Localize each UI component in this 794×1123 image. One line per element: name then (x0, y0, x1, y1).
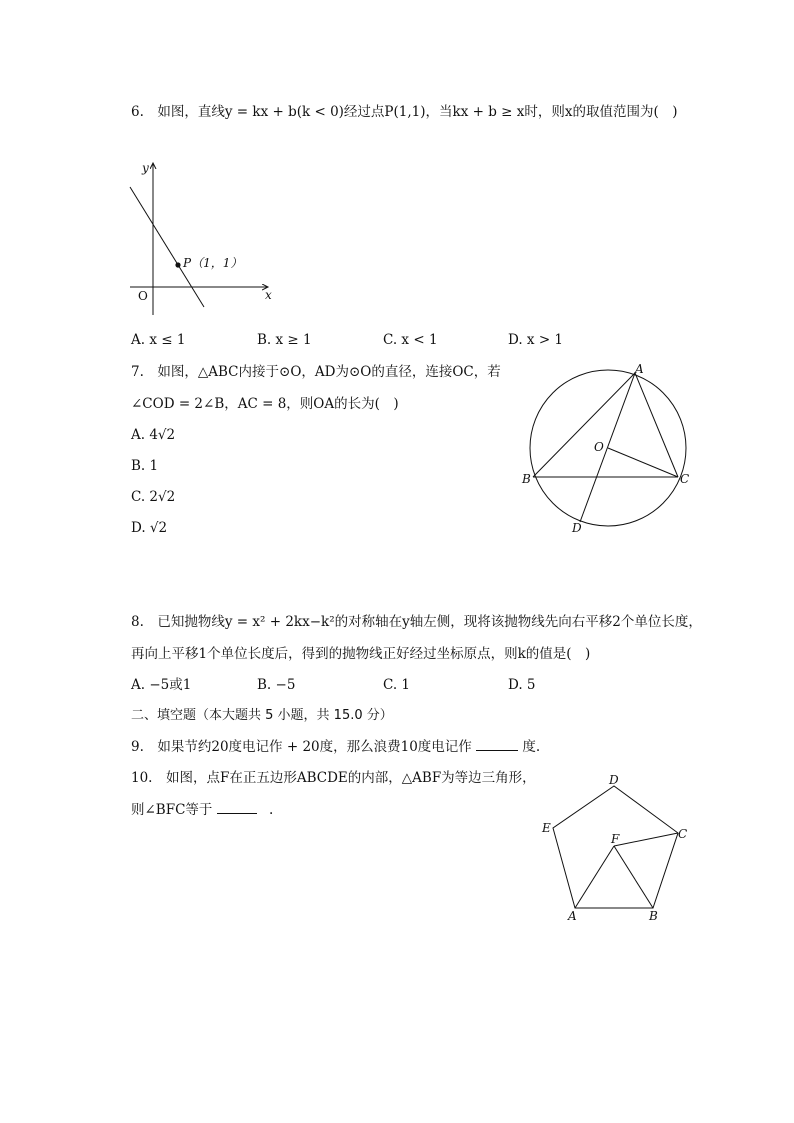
q7-stem-line1: 7. 如图，△ABC内接于⊙O，AD为⊙O的直径，连接OC，若 (131, 364, 501, 380)
q8-option-a: A. −5或1 (131, 677, 192, 693)
label-f: F (611, 832, 620, 846)
q10-answer-blank[interactable] (217, 801, 257, 814)
q6-graph (120, 157, 280, 317)
q10-pentagon-figure (535, 768, 705, 928)
y-axis-label: y (142, 161, 149, 175)
q9-answer-blank[interactable] (476, 738, 518, 751)
label-b: B (522, 472, 531, 486)
q7-circle-figure (515, 360, 705, 540)
q8-option-b: B. −5 (257, 677, 296, 693)
point-p-label: P（1，1） (183, 256, 243, 270)
q6-option-a: A. x ≤ 1 (131, 332, 186, 348)
q9-stem (131, 738, 540, 756)
label-d: D (609, 773, 619, 787)
segment-ab (533, 373, 635, 477)
label-c: C (678, 827, 688, 841)
q8-stem-line2: 再向上平移1个单位长度后，得到的抛物线正好经过坐标原点，则k的值是( ) (131, 646, 591, 662)
q6-option-b: B. x ≥ 1 (257, 332, 312, 348)
label-c: C (680, 472, 690, 486)
q6-stem: 6. 如图，直线y = kx + b(k < 0)经过点P(1,1)，当kx + b ≥ x时，则x的取值范围为( ) (131, 104, 678, 120)
q7-option-b: B. 1 (131, 458, 159, 474)
origin-label: O (138, 289, 148, 303)
q8-option-c: C. 1 (383, 677, 411, 693)
label-e: E (542, 821, 551, 835)
q9-text-before: 9. 如果节约20度电记作 + 20度，那么浪费10度电记作 (131, 739, 472, 755)
q9-text-after: 度. (522, 739, 541, 755)
label-d: D (572, 521, 582, 535)
q7-option-c: C. 2√2 (131, 489, 176, 505)
segment-af (575, 846, 614, 908)
segment-bf (614, 846, 653, 908)
q10-text-after: . (269, 802, 274, 818)
x-axis-label: x (265, 288, 272, 302)
label-b: B (649, 909, 658, 923)
diameter-ad (580, 373, 635, 522)
label-a: A (635, 362, 644, 376)
point-p (175, 262, 180, 267)
q6-option-d: D. x > 1 (508, 332, 564, 348)
section-heading: 二、填空题（本大题共 5 小题，共 15.0 分） (131, 708, 393, 723)
q7-option-d: D. √2 (131, 520, 168, 536)
q7-stem-line2: ∠COD = 2∠B，AC = 8，则OA的长为( ) (131, 396, 399, 412)
q8-stem-line1: 8. 已知抛物线y = x² + 2kx−k²的对称轴在y轴左侧，现将该抛物线先向右平移2个单位长度， (131, 614, 702, 630)
label-o: O (594, 440, 604, 454)
q10-stem-line1: 10. 如图，点F在正五边形ABCDE的内部，△ABF为等边三角形， (131, 770, 536, 786)
q10-stem-line2 (131, 801, 273, 819)
segment-cf (614, 833, 678, 846)
label-a: A (568, 909, 577, 923)
q8-option-d: D. 5 (508, 677, 536, 693)
q10-text-before: 则∠BFC等于 (131, 802, 213, 818)
q7-option-a: A. 4√2 (131, 427, 176, 443)
q6-option-c: C. x < 1 (383, 332, 438, 348)
pentagon-abcde (553, 786, 678, 908)
